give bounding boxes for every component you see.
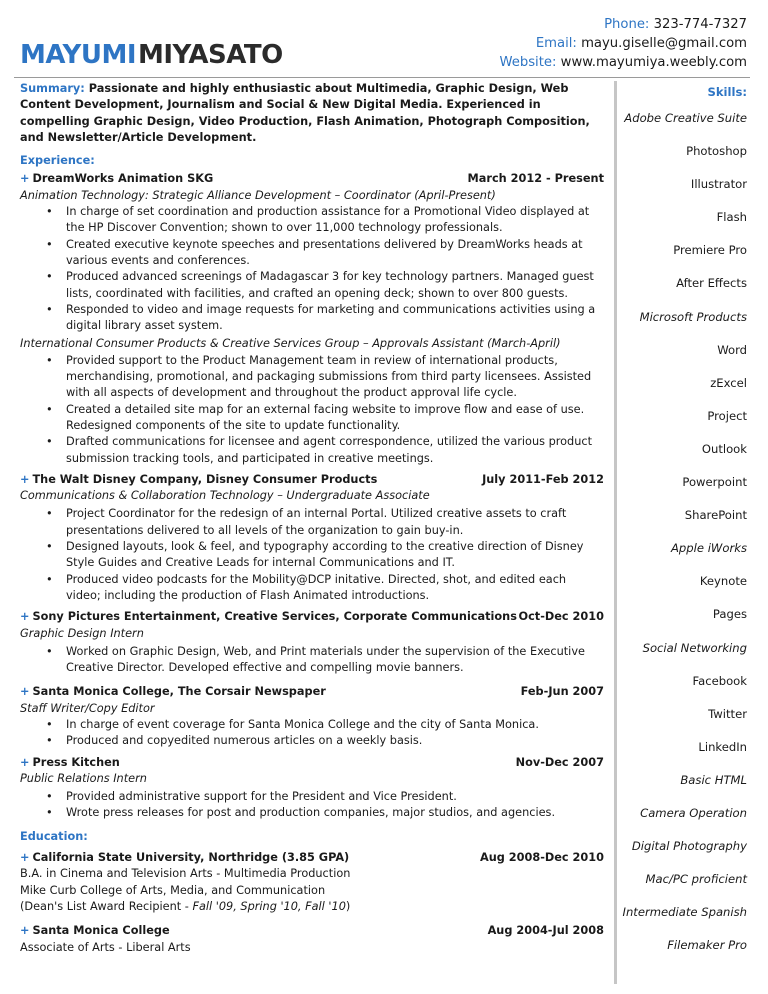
job-company: The Walt Disney Company, Disney Consumer Products (32, 472, 378, 486)
bullet-item: • Designed layouts, look & feel, and typography according to the creative direction of Disney Style Guides and Creative Leads for internal Communications and IT. (66, 539, 604, 572)
job-dates: Oct-Dec 2010 (518, 610, 604, 624)
job-company: Press Kitchen (32, 755, 120, 769)
skill-item: SharePoint (684, 508, 747, 523)
contact-block (499, 15, 747, 72)
skills-list (622, 102, 747, 962)
job-bullets (20, 506, 604, 604)
skill-item: Powerpoint (682, 475, 747, 490)
edu-award: (Dean's List Award Recipient - Fall '09, Spring '10, Fall '10) (20, 899, 351, 913)
job-role: Animation Technology: Strategic Alliance Development – Coordinator (April-Present) (20, 188, 496, 202)
award-terms: Fall '09, Spring '10, Fall '10 (192, 899, 346, 913)
summary-label: Summary: (20, 82, 85, 95)
skill-item: Microsoft Products (639, 309, 747, 324)
bullet-item: • Provided administrative support for the President and Vice President. (66, 789, 604, 805)
summary-text: Passionate and highly enthusiastic about Multimedia, Graphic Design, Web Content Development, Journalism and Social & New Digital Media. Experienced in compelling Graphic Design, Video Production, Flash Animation, Photograph Composition, and Newsletter/Article Development. (20, 82, 590, 144)
skill-item: Facebook (692, 673, 747, 688)
job-press-kitchen (20, 755, 604, 822)
job-disney (20, 472, 604, 604)
plus-icon: + (20, 610, 30, 624)
edu-dates: Aug 2008-Dec 2010 (479, 851, 604, 865)
edu-school: California State University, Northridge (3.85 GPA) (32, 851, 350, 865)
email-line: Email: mayu.giselle@gmail.com (535, 36, 747, 51)
job-dates: March 2012 - Present (467, 172, 604, 186)
plus-icon: + (20, 685, 30, 699)
job-bullets (20, 204, 604, 334)
bullet-item: • Produced advanced screenings of Madagascar 3 for key technology partners. Managed guest lists, coordinated with facilities, and crafted an opening deck; shown to over 800 guests. (66, 269, 604, 302)
edu-smc (20, 923, 604, 956)
job-role: Staff Writer/Copy Editor (20, 701, 155, 715)
header-divider (14, 77, 750, 78)
skill-item: After Effects (676, 276, 747, 291)
edu-csun (20, 850, 604, 915)
skill-item: Mac/PC proficient (645, 872, 747, 887)
skill-item: Filemaker Pro (667, 938, 747, 953)
skill-item: Apple iWorks (671, 541, 747, 556)
education-title: Education: (20, 829, 88, 843)
job-bullets (20, 644, 604, 677)
skill-item: Project (707, 408, 747, 423)
column-divider (614, 81, 617, 984)
skill-item: Twitter (708, 706, 747, 721)
job-role: International Consumer Products & Creative Services Group – Approvals Assistant (March-April) (20, 337, 561, 351)
skill-item: Photoshop (686, 144, 747, 159)
job-company: Santa Monica College, The Corsair Newspaper (32, 685, 326, 699)
skill-item: Premiere Pro (673, 243, 747, 258)
edu-degree: B.A. in Cinema and Television Arts - Multimedia Production (20, 867, 351, 881)
skills-column (622, 83, 747, 962)
bullet-item: • Created a detailed site map for an external facing website to improve flow and ease of use. Redesigned components of the site to update functionality. (66, 402, 604, 435)
bullet-item: • Created executive keynote speeches and presentations delivered by DreamWorks heads at various events and conferences. (66, 237, 604, 270)
skill-item: Illustrator (690, 177, 747, 192)
plus-icon: + (20, 924, 30, 938)
job-dreamworks (20, 171, 604, 466)
email-value[interactable]: mayu.giselle@gmail.com (581, 36, 747, 51)
job-dates: July 2011-Feb 2012 (482, 472, 604, 486)
skill-item: Social Networking (642, 640, 747, 655)
job-company: Sony Pictures Entertainment, Creative Services, Corporate Communications (32, 610, 517, 624)
skill-item: Basic HTML (680, 772, 747, 787)
plus-icon: + (20, 172, 30, 186)
skill-item: Adobe Creative Suite (624, 111, 747, 125)
first-name: MAYUMI (20, 40, 136, 70)
skill-item: Flash (716, 210, 747, 225)
candidate-name (20, 40, 283, 70)
bullet-item: • Project Coordinator for the redesign of an internal Portal. Utilized creative assets to craft presentations delivered to all levels of the organization to gain buy-in. (66, 506, 604, 539)
bullet-item: • Produced video podcasts for the Mobility@DCP initative. Directed, shot, and edited each video; including the production of Flash Animated introductions. (66, 572, 604, 605)
plus-icon: + (20, 755, 30, 769)
bullet-item: • In charge of event coverage for Santa Monica College and the city of Santa Monica. (66, 717, 604, 733)
skill-item: Outlook (701, 441, 747, 456)
job-role: Graphic Design Intern (20, 626, 144, 640)
job-dates: Nov-Dec 2007 (515, 755, 604, 769)
skill-item: zExcel (710, 375, 747, 390)
main-column (20, 81, 604, 956)
skill-item: Pages (712, 607, 747, 622)
edu-college: Mike Curb College of Arts, Media, and Communication (20, 883, 326, 897)
skill-item: Word (717, 342, 747, 357)
plus-icon: + (20, 851, 30, 865)
bullet-item: • Produced and copyedited numerous articles on a weekly basis. (66, 733, 604, 749)
bullet-item: • Provided support to the Product Management team in review of international products, merchandising, promotional, and packaging submissions from third party licensees. Assisted with all aspects of development and throughout the product approval life cycle. (66, 353, 604, 402)
job-bullets (20, 717, 604, 750)
phone-value: 323-774-7327 (653, 17, 747, 32)
skill-item: Intermediate Spanish (622, 905, 747, 920)
bullet-item: • Responded to video and image requests for marketing and communications activities using a digital library asset system. (66, 302, 604, 335)
phone-line: Phone: 323-774-7327 (604, 17, 747, 32)
website-line: Website: www.mayumiya.weebly.com (499, 55, 747, 70)
job-role: Communications & Collaboration Technology – Undergraduate Associate (20, 489, 430, 503)
job-sony (20, 609, 604, 676)
summary (20, 81, 604, 146)
bullet-item: • Wrote press releases for post and production companies, major studios, and agencies. (66, 805, 604, 821)
skill-item: LinkedIn (698, 739, 747, 754)
edu-dates: Aug 2004-Jul 2008 (487, 924, 604, 938)
job-smc-corsair (20, 684, 604, 749)
skill-item: Digital Photography (631, 839, 747, 854)
website-value[interactable]: www.mayumiya.weebly.com (560, 55, 747, 70)
skills-title: Skills: (707, 85, 747, 99)
edu-school: Santa Monica College (32, 924, 170, 938)
job-company: DreamWorks Animation SKG (32, 172, 214, 186)
skill-item: Camera Operation (640, 805, 747, 820)
job-bullets (20, 353, 604, 467)
bullet-item: • Worked on Graphic Design, Web, and Print materials under the supervision of the Executive Creative Director. Developed effective and compelling movie banners. (66, 644, 604, 677)
experience-title: Experience: (20, 154, 95, 168)
skill-item: Keynote (699, 574, 747, 589)
plus-icon: + (20, 472, 30, 486)
edu-degree: Associate of Arts - Liberal Arts (20, 940, 191, 954)
bullet-item: • Drafted communications for licensee and agent correspondence, utilized the various product submission tracking tools, and participated in creative meetings. (66, 434, 604, 467)
job-role: Public Relations Intern (20, 771, 147, 785)
last-name: MIYASATO (138, 40, 283, 70)
job-dates: Feb-Jun 2007 (520, 685, 604, 699)
bullet-item: • In charge of set coordination and production assistance for a Promotional Video displayed at the HP Discover Convention; shown to over 11,000 technology professionals. (66, 204, 604, 237)
job-bullets (20, 789, 604, 822)
